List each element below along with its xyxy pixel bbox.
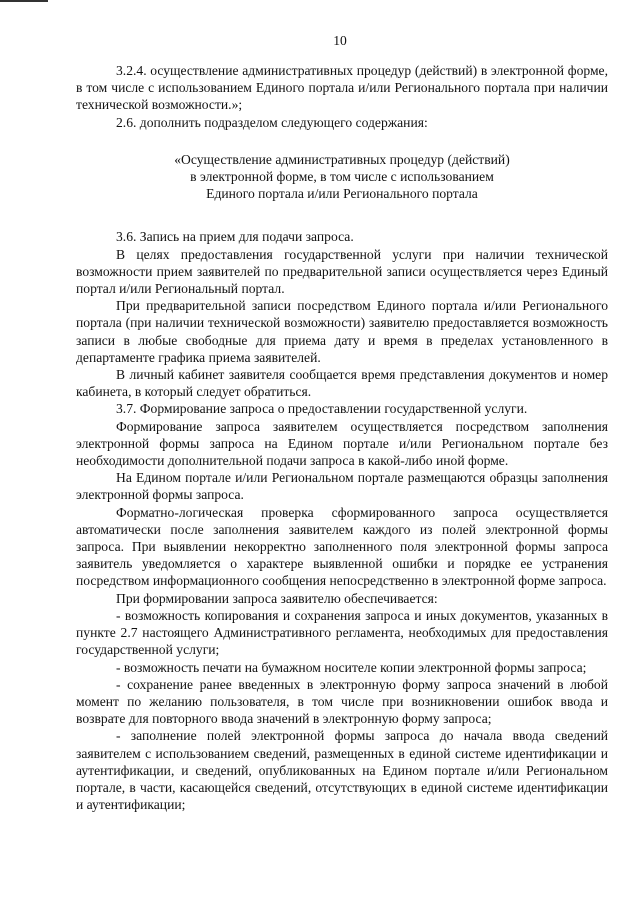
list-item: - возможность копирования и сохранения запроса и иных документов, указанных в пункте 2.7 настоящего Административного регламента, необходимых для предоставления государственной услуги; [76,607,608,658]
list-item: - заполнение полей электронной формы запроса до начала ввода сведений заявителем с использованием сведений, размещенных в единой системе идентификации и аутентификации, и сведений, опубликованных на Едином портале и/или Региональном портале, в части, касающейся сведений, отсутствующих в единой системе идентификации и аутентификации; [76,728,608,813]
paragraph: Форматно-логическая проверка сформированного запроса осуществляется автоматически после заполнения заявителем каждого из полей электронной формы запроса. При выявлении некорректно заполненного поля электронной формы запроса заявитель уведомляется о характере выявленной ошибки и порядке ее устранения посредством информационного сообщения непосредственно в электронной форме запроса. [76,504,608,589]
heading-line: «Осуществление административных процедур (действий) [174,151,510,167]
paragraph-3-2-4: 3.2.4. осуществление административных процедур (действий) в электронной форме, в том числе с использованием Единого портала и/или Регионального портала при наличии технической возможности.»; [76,63,608,113]
list-item: - возможность печати на бумажном носителе копии электронной формы запроса; [116,659,587,675]
paragraph: При предварительной записи посредством Единого портала и/или Регионального портала (при наличии технической возможности) заявителю предоставляется возможность записи в любые свободные для приема дату и время в пределах установленного в департаменте графика приема заявителей. [76,298,608,365]
page-number: 10 [333,33,347,48]
paragraph-2-6: 2.6. дополнить подразделом следующего содержания: [116,114,428,130]
paragraph: Формирование запроса заявителем осуществляется посредством заполнения электронной формы запроса на Едином портале и/или Региональном портале без необходимости дополнительной подачи запроса в какой-либо иной форме. [76,418,608,469]
list-item: - сохранение ранее введенных в электронную форму запроса значений в любой момент по желанию пользователя, в том числе при возникновении ошибок ввода и возврате для повторного ввода значений в электронную форму запроса; [76,676,608,727]
document-body [76,62,608,813]
paragraph: На Едином портале и/или Региональном портале размещаются образцы заполнения электронной формы запроса. [76,470,608,503]
paragraph-3-7: 3.7. Формирование запроса о предоставлении государственной услуги. [116,401,528,417]
paragraph: В личный кабинет заявителя сообщается время представления документов и номер кабинета, в который следует обратиться. [76,367,608,400]
subsection-heading [76,151,608,203]
heading-line: в электронной форме, в том числе с использованием [190,169,494,185]
paragraph: В целях предоставления государственной услуги при наличии технической возможности прием заявителей по предварительной записи осуществляется через Единый портал и/или Региональный портал. [76,246,608,297]
paragraph-3-6: 3.6. Запись на прием для подачи запроса. [116,229,354,245]
paragraph: При формировании запроса заявителю обеспечивается: [116,590,438,606]
heading-line: Единого портала и/или Регионального портала [206,186,478,202]
scan-edge-mark [0,0,48,2]
